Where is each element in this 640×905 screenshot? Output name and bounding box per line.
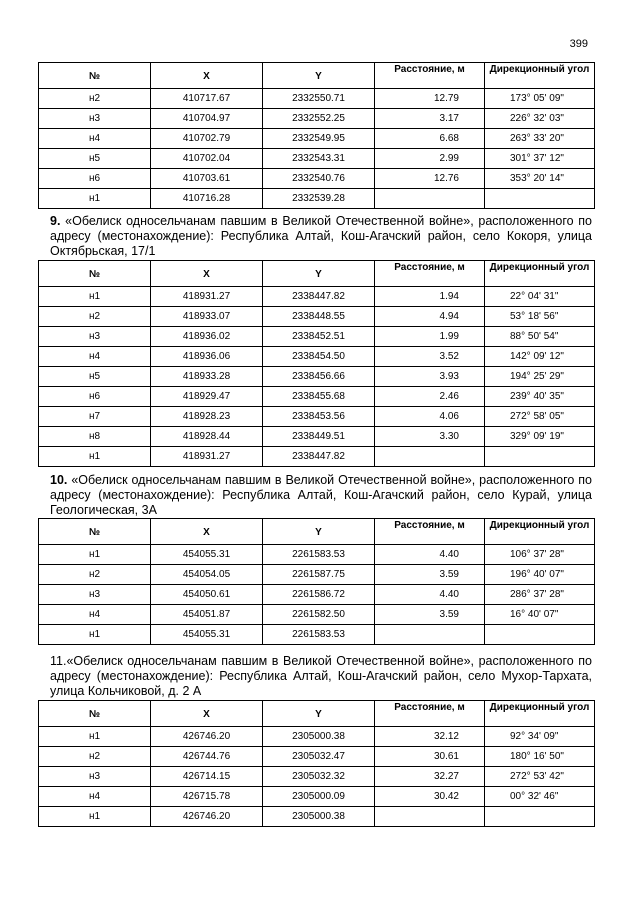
distance-cell: 2.99 — [375, 149, 485, 169]
distance-cell: 3.93 — [375, 367, 485, 387]
page-number: 399 — [569, 38, 588, 50]
table-row — [39, 327, 595, 347]
coordinates-table-10 — [38, 518, 595, 645]
x-cell: 410717.67 — [151, 89, 263, 109]
y-cell: 2338448.55 — [263, 307, 375, 327]
table-row — [39, 307, 595, 327]
y-cell: 2338455.68 — [263, 387, 375, 407]
angle-cell: 16° 40' 07" — [485, 605, 595, 625]
section-number-11: 11. — [50, 654, 67, 668]
y-cell: 2332550.71 — [263, 89, 375, 109]
point-cell: н5 — [39, 149, 151, 169]
col-angle-header: Дирекционный угол — [485, 519, 595, 545]
x-cell: 454055.31 — [151, 625, 263, 645]
y-cell: 2338449.51 — [263, 427, 375, 447]
angle-cell: 263° 33' 20" — [485, 129, 595, 149]
point-cell: н2 — [39, 565, 151, 585]
distance-cell: 12.76 — [375, 169, 485, 189]
distance-cell: 2.46 — [375, 387, 485, 407]
x-cell: 454050.61 — [151, 585, 263, 605]
table-row — [39, 129, 595, 149]
col-distance-header: Расстояние, м — [375, 63, 485, 89]
col-x-header: X — [151, 519, 263, 545]
col-distance-header: Расстояние, м — [375, 701, 485, 727]
y-cell: 2332552.25 — [263, 109, 375, 129]
section-text-9: «Обелиск односельчанам павшим в Великой Отечественной войне», расположенного по адресу (местонахождение): Республика Алтай, Кош-Агачский район, село Кокоря, улица Октябрьская, 17/1 — [50, 214, 592, 258]
point-cell: н4 — [39, 605, 151, 625]
y-cell: 2261586.72 — [263, 585, 375, 605]
distance-cell: 30.61 — [375, 747, 485, 767]
y-cell: 2305032.32 — [263, 767, 375, 787]
distance-cell: 3.30 — [375, 427, 485, 447]
distance-cell — [375, 447, 485, 467]
table-row — [39, 747, 595, 767]
table-row — [39, 387, 595, 407]
point-cell: н3 — [39, 327, 151, 347]
point-cell: н1 — [39, 545, 151, 565]
col-y-header: Y — [263, 261, 375, 287]
point-cell: н6 — [39, 169, 151, 189]
y-cell: 2261583.53 — [263, 625, 375, 645]
point-cell: н3 — [39, 109, 151, 129]
y-cell: 2332543.31 — [263, 149, 375, 169]
point-cell: н1 — [39, 447, 151, 467]
distance-cell: 32.27 — [375, 767, 485, 787]
table-row — [39, 767, 595, 787]
distance-cell — [375, 807, 485, 827]
x-cell: 418936.02 — [151, 327, 263, 347]
table-row — [39, 565, 595, 585]
table-row — [39, 407, 595, 427]
point-cell: н3 — [39, 585, 151, 605]
point-cell: н3 — [39, 767, 151, 787]
table-row — [39, 585, 595, 605]
x-cell: 426746.20 — [151, 727, 263, 747]
distance-cell: 4.40 — [375, 545, 485, 565]
angle-cell: 53° 18' 56" — [485, 307, 595, 327]
y-cell: 2332540.76 — [263, 169, 375, 189]
angle-cell: 272° 58' 05" — [485, 407, 595, 427]
x-cell: 454051.87 — [151, 605, 263, 625]
point-cell: н6 — [39, 387, 151, 407]
x-cell: 410703.61 — [151, 169, 263, 189]
distance-cell: 3.59 — [375, 605, 485, 625]
col-distance-header: Расстояние, м — [375, 261, 485, 287]
x-cell: 418936.06 — [151, 347, 263, 367]
section-heading-10 — [50, 473, 592, 518]
angle-cell: 180° 16' 50" — [485, 747, 595, 767]
table-row — [39, 89, 595, 109]
x-cell: 426744.76 — [151, 747, 263, 767]
y-cell: 2305000.38 — [263, 727, 375, 747]
y-cell: 2338453.56 — [263, 407, 375, 427]
y-cell: 2338447.82 — [263, 447, 375, 467]
y-cell: 2338456.66 — [263, 367, 375, 387]
angle-cell: 106° 37' 28" — [485, 545, 595, 565]
distance-cell: 3.52 — [375, 347, 485, 367]
table-row — [39, 109, 595, 129]
table-row — [39, 727, 595, 747]
distance-cell: 3.17 — [375, 109, 485, 129]
x-cell: 418931.27 — [151, 287, 263, 307]
col-y-header: Y — [263, 63, 375, 89]
angle-cell: 92° 34' 09" — [485, 727, 595, 747]
table-row — [39, 807, 595, 827]
point-cell: н8 — [39, 427, 151, 447]
y-cell: 2261583.53 — [263, 545, 375, 565]
y-cell: 2332539.28 — [263, 189, 375, 209]
col-distance-header: Расстояние, м — [375, 519, 485, 545]
x-cell: 418929.47 — [151, 387, 263, 407]
col-x-header: X — [151, 701, 263, 727]
point-cell: н1 — [39, 287, 151, 307]
table-row — [39, 287, 595, 307]
col-number-header: № — [39, 519, 151, 545]
y-cell: 2261582.50 — [263, 605, 375, 625]
y-cell: 2261587.75 — [263, 565, 375, 585]
table-row — [39, 347, 595, 367]
table-row — [39, 189, 595, 209]
angle-cell: 173° 05' 09" — [485, 89, 595, 109]
y-cell: 2338452.51 — [263, 327, 375, 347]
distance-cell — [375, 189, 485, 209]
y-cell: 2332549.95 — [263, 129, 375, 149]
col-y-header: Y — [263, 701, 375, 727]
col-angle-header: Дирекционный угол — [485, 63, 595, 89]
coordinates-table-11 — [38, 700, 595, 827]
angle-cell: 239° 40' 35" — [485, 387, 595, 407]
angle-cell: 272° 53' 42" — [485, 767, 595, 787]
col-number-header: № — [39, 701, 151, 727]
x-cell: 410702.04 — [151, 149, 263, 169]
distance-cell: 4.06 — [375, 407, 485, 427]
angle-cell — [485, 189, 595, 209]
point-cell: н5 — [39, 367, 151, 387]
section-number-9: 9. — [50, 214, 61, 228]
angle-cell: 226° 32' 03" — [485, 109, 595, 129]
coordinates-table-9 — [38, 260, 595, 467]
angle-cell — [485, 807, 595, 827]
x-cell: 418933.28 — [151, 367, 263, 387]
y-cell: 2305000.09 — [263, 787, 375, 807]
angle-cell — [485, 625, 595, 645]
distance-cell: 1.99 — [375, 327, 485, 347]
table-row — [39, 427, 595, 447]
table-row — [39, 605, 595, 625]
distance-cell: 4.94 — [375, 307, 485, 327]
y-cell: 2338447.82 — [263, 287, 375, 307]
distance-cell: 4.40 — [375, 585, 485, 605]
point-cell: н7 — [39, 407, 151, 427]
coordinates-table-8 — [38, 62, 595, 209]
section-heading-9 — [50, 214, 592, 259]
x-cell: 454055.31 — [151, 545, 263, 565]
x-cell: 426746.20 — [151, 807, 263, 827]
section-text-10: «Обелиск односельчанам павшим в Великой Отечественной войне», расположенного по адресу (местонахождение): Республика Алтай, Кош-Агачский район, село Курай, улица Геологическая, 3А — [50, 473, 592, 517]
point-cell: н1 — [39, 625, 151, 645]
table-row — [39, 625, 595, 645]
distance-cell: 3.59 — [375, 565, 485, 585]
y-cell: 2305032.47 — [263, 747, 375, 767]
angle-cell: 301° 37' 12" — [485, 149, 595, 169]
angle-cell: 194° 25' 29" — [485, 367, 595, 387]
x-cell: 418928.44 — [151, 427, 263, 447]
table-row — [39, 149, 595, 169]
col-y-header: Y — [263, 519, 375, 545]
table-row — [39, 169, 595, 189]
distance-cell: 30.42 — [375, 787, 485, 807]
angle-cell: 88° 50' 54" — [485, 327, 595, 347]
angle-cell: 286° 37' 28" — [485, 585, 595, 605]
angle-cell: 196° 40' 07" — [485, 565, 595, 585]
x-cell: 418928.23 — [151, 407, 263, 427]
distance-cell: 32.12 — [375, 727, 485, 747]
section-text-11: «Обелиск односельчанам павшим в Великой Отечественной войне», расположенного по адресу (местонахождение): Республика Алтай, Кош-Агачский район, село Мухор-Тархата, улица Кольчиковой, д. 2 А — [50, 654, 592, 698]
angle-cell: 22° 04' 31" — [485, 287, 595, 307]
col-angle-header: Дирекционный угол — [485, 261, 595, 287]
point-cell: н2 — [39, 747, 151, 767]
angle-cell: 353° 20' 14" — [485, 169, 595, 189]
y-cell: 2305000.38 — [263, 807, 375, 827]
point-cell: н4 — [39, 347, 151, 367]
angle-cell — [485, 447, 595, 467]
distance-cell: 1.94 — [375, 287, 485, 307]
table-row — [39, 447, 595, 467]
angle-cell: 142° 09' 12" — [485, 347, 595, 367]
point-cell: н4 — [39, 129, 151, 149]
x-cell: 410704.97 — [151, 109, 263, 129]
y-cell: 2338454.50 — [263, 347, 375, 367]
table-row — [39, 367, 595, 387]
point-cell: н1 — [39, 727, 151, 747]
point-cell: н2 — [39, 89, 151, 109]
table-row — [39, 787, 595, 807]
x-cell: 418931.27 — [151, 447, 263, 467]
distance-cell: 12.79 — [375, 89, 485, 109]
col-x-header: X — [151, 63, 263, 89]
x-cell: 426714.15 — [151, 767, 263, 787]
point-cell: н1 — [39, 807, 151, 827]
col-number-header: № — [39, 63, 151, 89]
x-cell: 410702.79 — [151, 129, 263, 149]
x-cell: 454054.05 — [151, 565, 263, 585]
point-cell: н4 — [39, 787, 151, 807]
table-row — [39, 545, 595, 565]
col-angle-header: Дирекционный угол — [485, 701, 595, 727]
x-cell: 410716.28 — [151, 189, 263, 209]
x-cell: 426715.78 — [151, 787, 263, 807]
angle-cell: 329° 09' 19" — [485, 427, 595, 447]
angle-cell: 00° 32' 46" — [485, 787, 595, 807]
col-x-header: X — [151, 261, 263, 287]
section-heading-11 — [50, 654, 592, 699]
distance-cell — [375, 625, 485, 645]
point-cell: н2 — [39, 307, 151, 327]
col-number-header: № — [39, 261, 151, 287]
point-cell: н1 — [39, 189, 151, 209]
distance-cell: 6.68 — [375, 129, 485, 149]
section-number-10: 10. — [50, 473, 68, 487]
x-cell: 418933.07 — [151, 307, 263, 327]
